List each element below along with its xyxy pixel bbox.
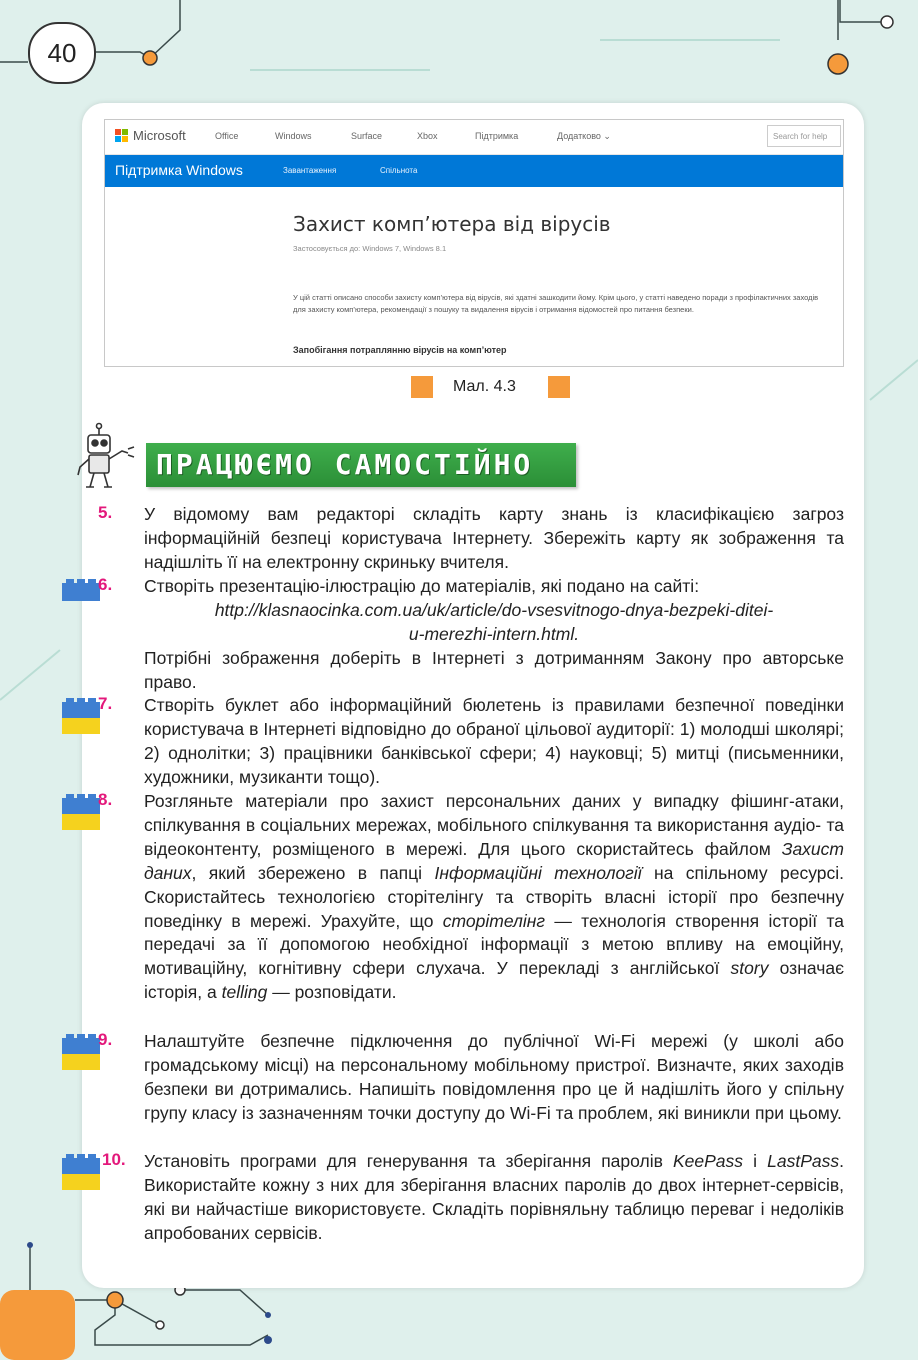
microsoft-header (105, 120, 843, 155)
nav-office[interactable]: Office (215, 131, 239, 141)
app-keepass: KeePass (673, 1151, 744, 1171)
nav-more[interactable]: Додатково ⌄ (557, 131, 611, 141)
blocks-icon (60, 577, 102, 603)
task-number: 9. (98, 1030, 113, 1049)
task-url-line-1[interactable]: http://klasnaocinka.com.ua/uk/article/do-vsesvitnogo-dnya-bezpeki-ditei- (214, 600, 774, 620)
task-number: 7. (98, 694, 113, 713)
figure-caption (82, 376, 864, 400)
content-card (82, 103, 864, 1288)
term-storytelling: сторітелінг (442, 910, 546, 931)
task-number: 8. (98, 790, 113, 809)
caption-square-icon (548, 376, 570, 398)
article-subheading: Запобігання потраплянню вірусів на комп’ютер (293, 345, 507, 355)
task-text-outro: Потрібні зображення доберіть в Інтернеті з дотриманням Закону про авторське право. (144, 648, 844, 692)
task-text: Створіть буклет або інформаційний бюлетень із правилами безпечної поведінки користувача в Інтернеті відповідно до обраної цільової аудиторії: 1) молодші школярі; 2) однолітки; 3) працівники банківської сфери; 4) науковці; 5) митці (письменники, художники, музиканти тощо). (144, 695, 844, 787)
nav-surface[interactable]: Surface (351, 131, 383, 141)
nav-xbox[interactable]: Xbox (417, 131, 438, 141)
support-link-downloads[interactable]: Завантаження (283, 166, 337, 175)
app-lastpass: LastPass (767, 1151, 840, 1171)
task-text: Розгляньте матеріали про захист персональних даних у випадку фішинг-атаки, спілкування в соціальних мережах, мобільного спілкування та використання аудіо- та відеоконтенту, розміщеного в мережі. Для цього скористайтесь файлом Захист даних, який збережено в папці Інформаційні технології на спільному ресурсі. Скористайтесь технологією сторітелінгу та створіть власні історії про безпечну поведінку в мережі. Урахуйте, що сторітелінг — технологія створення історії та передачі за її допомогою необхідної інформації з метою впливу на емоційну, мотиваційну, когнітивну сфери слухача. У перекладі з англійської story означає історія, а telling — розповідати. (144, 791, 845, 1003)
folder-name: Інформаційні технології (434, 862, 642, 883)
support-title[interactable]: Підтримка Windows (115, 162, 243, 178)
blocks-icon (60, 792, 102, 834)
section-banner (146, 443, 576, 487)
nav-support[interactable]: Підтримка (475, 131, 519, 141)
task-number: 6. (98, 575, 113, 594)
article-applies-to: Застосовується до: Windows 7, Windows 8.1 (293, 244, 447, 253)
blocks-icon (60, 696, 102, 738)
microsoft-logo-icon (115, 129, 129, 143)
article-heading: Захист комп’ютера від вірусів (293, 212, 611, 236)
nav-windows[interactable]: Windows (275, 131, 312, 141)
microsoft-brand: Microsoft (133, 128, 186, 143)
blocks-icon (60, 1032, 102, 1074)
task-text: У відомому вам редакторі складіть карту знань із класифікацією загроз інформаційній безпеці користувача Інтернету. Збережіть карту як зображення та надішліть її на електронну скриньку вчителя. (144, 504, 844, 572)
task-url-line-2[interactable]: u-merezhi-intern.html. (408, 624, 580, 644)
section-title: ПРАЦЮЄМО САМОСТІЙНО (156, 448, 534, 481)
support-bar (105, 155, 843, 187)
circuit-node (143, 51, 157, 65)
task-text-intro: Створіть презентацію-ілюстрацію до матеріалів, які подано на сайті: (144, 576, 700, 596)
blocks-icon (60, 1152, 102, 1194)
file-name: Захист даних (144, 838, 844, 883)
article-paragraph: У цій статті описано способи захисту комп’ютера від вірусів, які здатні зашкодити йому. Крім цього, у статті наведено поради з профілактичних заходів для захисту комп’ютера, рекомендації з пошуку та видалення вірусів і отримання відомостей про питання безпеки. (293, 293, 819, 314)
task-text: Налаштуйте безпечне підключення до публічної Wi-Fi мережі (у школі або громадському місці) на персональному мобільному пристрої. Визначте, яких заходів безпеки ви дотримались. Напишіть повідомлення про це й надішліть його у спільну групу класу із зазначенням точки доступу до Wi-Fi та проблем, які виникли при цьому. (144, 1031, 844, 1123)
task-number: 5. (98, 503, 113, 522)
page-number: 40 (28, 22, 96, 84)
task-text: Установіть програми для генерування та зберігання паролів KeePass і LastPass. Використайте кожну з них для зберігання власних паролів до двох інтернет-сервісів, які ви найчастіше використовуєте. Складіть порівняльну таблицю переваг і недоліків апробованих сервісів. (144, 1151, 844, 1243)
screenshot-figure (104, 119, 844, 367)
robot-icon (74, 421, 140, 493)
task-number: 10. (102, 1150, 126, 1169)
caption-text: Мал. 4.3 (453, 378, 516, 395)
search-input[interactable]: Search for help (767, 125, 841, 147)
caption-square-icon (411, 376, 433, 398)
support-link-community[interactable]: Спільнота (380, 166, 418, 175)
